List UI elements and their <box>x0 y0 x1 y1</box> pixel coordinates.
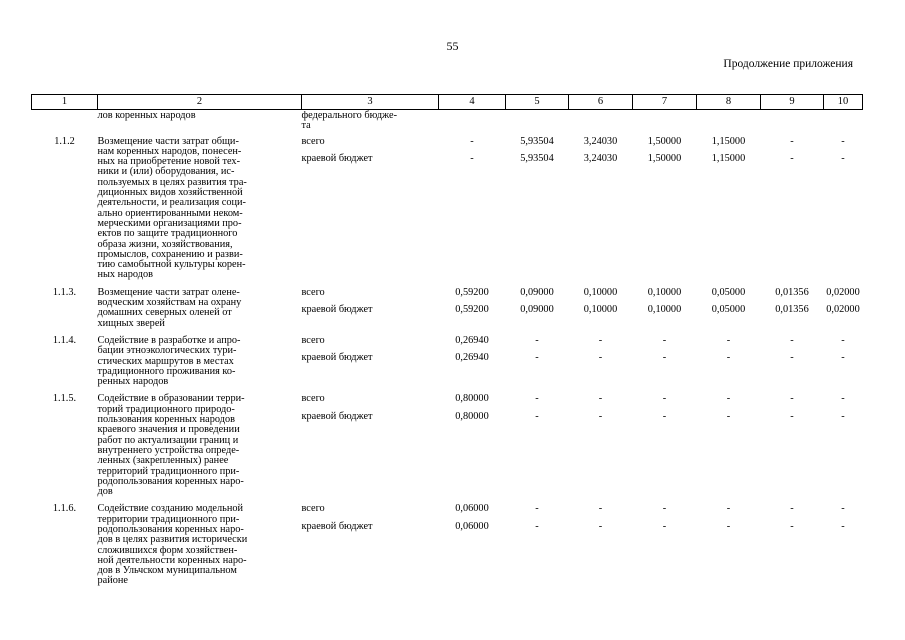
value-text: 0,01356 <box>775 286 809 298</box>
value-cell <box>761 281 824 329</box>
item-name-line: пользования коренных народов <box>97 414 235 426</box>
item-name-line: деятельности, и реализация соци- <box>97 197 246 209</box>
value-text: - <box>662 393 667 405</box>
value-cell <box>824 329 863 387</box>
item-code <box>32 281 98 329</box>
funding-source-line: краевой бюджет <box>301 152 373 164</box>
value-text: 0,10000 <box>647 286 682 298</box>
value-text: 0,26940 <box>455 334 489 346</box>
value-cell <box>439 132 506 281</box>
value-text: - <box>841 503 845 515</box>
funding-source <box>302 497 439 586</box>
item-name-line: ленных (закрепленных) ранее <box>97 455 229 467</box>
column-header: 10 <box>824 95 863 110</box>
value-text: 0,01356 <box>775 304 809 316</box>
value-text: - <box>470 152 474 164</box>
value-cell <box>569 497 633 586</box>
budget-table <box>31 94 863 587</box>
item-code <box>32 497 98 586</box>
value-text: - <box>598 410 603 422</box>
value-cell <box>697 110 761 132</box>
item-name-line: бации этноэкологических тури- <box>97 345 237 357</box>
value-text: 3,24030 <box>583 152 618 164</box>
table-row <box>32 132 863 281</box>
value-cell <box>824 497 863 586</box>
value-text: 5,93504 <box>520 152 554 164</box>
item-name <box>98 497 302 586</box>
value-text: - <box>598 352 603 364</box>
value-cell <box>697 132 761 281</box>
item-name-line: пользуемых в целях развития тра- <box>97 176 247 188</box>
value-cell <box>697 387 761 497</box>
item-name-line: промыслов, сохранению и разви- <box>97 248 243 260</box>
item-name-line: торий традиционного природо- <box>97 403 235 415</box>
value-text: - <box>790 503 794 515</box>
item-name-line: домашних северных оленей от <box>97 307 232 319</box>
funding-source-line: всего <box>301 393 325 405</box>
value-text: 0,06000 <box>455 503 489 515</box>
value-text: 0,05000 <box>711 304 746 316</box>
value-cell <box>633 281 697 329</box>
funding-source <box>302 329 439 387</box>
funding-source-line: федерального бюдже- <box>301 110 398 121</box>
funding-source-line: краевой бюджет <box>301 520 373 532</box>
value-cell <box>439 497 506 586</box>
value-cell <box>761 110 824 132</box>
value-text: - <box>535 503 539 515</box>
table-row <box>32 281 863 329</box>
item-code <box>32 387 98 497</box>
value-text: 1,15000 <box>711 135 746 147</box>
item-name-line: диционных видов хозяйственной <box>97 187 243 199</box>
item-name-line: Содействие созданию модельной <box>97 503 244 515</box>
table-row <box>32 329 863 387</box>
value-text: 0,06000 <box>455 520 489 532</box>
value-cell <box>439 110 506 132</box>
continuation-label: Продолжение приложения <box>723 58 853 70</box>
table-body <box>32 110 863 587</box>
value-cell <box>633 132 697 281</box>
value-text: - <box>726 352 731 364</box>
value-cell <box>506 281 569 329</box>
value-cell <box>506 497 569 586</box>
column-number-row <box>32 95 863 110</box>
column-header: 2 <box>98 95 302 110</box>
value-text: - <box>598 503 603 515</box>
value-text: 3,24030 <box>583 135 618 147</box>
item-name-line: хищных зверей <box>97 317 165 329</box>
value-cell <box>824 281 863 329</box>
column-header: 8 <box>697 95 761 110</box>
funding-source-line: всего <box>301 503 325 515</box>
value-text: - <box>662 410 667 422</box>
item-code-text: 1.1.6. <box>52 503 77 515</box>
value-text: - <box>841 352 845 364</box>
funding-source-line: та <box>301 120 311 132</box>
item-name-line: дов в целях развития исторически <box>97 534 248 546</box>
item-name-line: мерческими организациями про- <box>97 217 242 229</box>
value-text: - <box>662 334 667 346</box>
value-cell <box>633 387 697 497</box>
item-name-line: ренных народов <box>97 376 169 388</box>
item-name <box>98 387 302 497</box>
value-text: 1,15000 <box>711 152 746 164</box>
value-text: - <box>841 520 845 532</box>
value-text: - <box>726 393 731 405</box>
value-text: 0,80000 <box>455 410 489 422</box>
value-text: 0,09000 <box>520 286 554 298</box>
value-cell <box>439 329 506 387</box>
value-text: - <box>535 410 539 422</box>
value-text: - <box>790 135 794 147</box>
item-name-line: лов коренных народов <box>97 110 196 121</box>
funding-source <box>302 132 439 281</box>
item-name <box>98 329 302 387</box>
value-cell <box>439 281 506 329</box>
item-name-line: ных на приобретение новой тех- <box>97 156 241 168</box>
value-text: - <box>726 410 731 422</box>
value-text: - <box>535 393 539 405</box>
value-text: 0,10000 <box>583 304 618 316</box>
item-code-text: 1.1.3. <box>52 286 77 298</box>
funding-source-line: краевой бюджет <box>301 304 373 316</box>
value-cell <box>824 132 863 281</box>
column-header: 9 <box>761 95 824 110</box>
value-cell <box>824 387 863 497</box>
value-cell <box>697 497 761 586</box>
item-code-text: 1.1.2 <box>54 135 75 147</box>
value-text: - <box>841 393 845 405</box>
value-text: - <box>535 334 539 346</box>
value-text: - <box>790 410 794 422</box>
item-name-line: ной деятельности коренных наро- <box>97 554 247 566</box>
value-cell <box>633 497 697 586</box>
value-text: - <box>598 334 603 346</box>
value-text: - <box>535 352 539 364</box>
value-cell <box>761 132 824 281</box>
item-name <box>98 132 302 281</box>
column-header: 7 <box>633 95 697 110</box>
value-text: 0,10000 <box>583 286 618 298</box>
value-cell <box>633 329 697 387</box>
value-text: - <box>841 410 845 422</box>
item-code <box>32 132 98 281</box>
value-text: 1,50000 <box>647 135 682 147</box>
value-text: - <box>662 352 667 364</box>
column-header: 1 <box>32 95 98 110</box>
value-cell <box>697 281 761 329</box>
item-name-line: территорий традиционного при- <box>97 465 240 477</box>
funding-source-line: краевой бюджет <box>301 410 373 422</box>
value-cell <box>761 329 824 387</box>
item-name-line: нам коренных народов, понесен- <box>97 145 242 157</box>
value-cell <box>761 387 824 497</box>
item-name-line: родопользования коренных наро- <box>97 523 244 535</box>
value-cell <box>569 110 633 132</box>
funding-source-line: всего <box>301 334 325 346</box>
item-name-line: работ по актуализации границ и <box>97 434 239 446</box>
funding-source <box>302 110 439 132</box>
value-cell <box>569 387 633 497</box>
value-cell <box>697 329 761 387</box>
table-row <box>32 497 863 586</box>
item-name-line: ники и (или) оборудования, ис- <box>97 166 235 178</box>
item-name-line: Содействие в разработке и апро- <box>97 334 241 346</box>
funding-source <box>302 387 439 497</box>
table-row <box>32 387 863 497</box>
item-name <box>98 110 302 132</box>
value-text: 0,26940 <box>455 352 489 364</box>
item-code-text: 1.1.4. <box>52 334 77 346</box>
item-name-line: Возмещение части затрат олене- <box>97 286 240 298</box>
value-cell <box>506 132 569 281</box>
value-text: - <box>790 520 794 532</box>
value-cell <box>506 110 569 132</box>
value-text: - <box>841 334 845 346</box>
value-text: - <box>726 520 731 532</box>
value-text: - <box>790 352 794 364</box>
item-name-line: водческим хозяйствам на охрану <box>97 297 242 309</box>
value-text: - <box>726 334 731 346</box>
item-name-line: тию самобытной культуры корен- <box>97 259 246 271</box>
value-text: - <box>598 520 603 532</box>
value-text: 0,05000 <box>711 286 746 298</box>
value-text: - <box>726 503 731 515</box>
value-text: - <box>790 334 794 346</box>
item-name-line: стических маршрутов в местах <box>97 355 234 367</box>
item-name-line: краевого значения и проведении <box>97 424 240 436</box>
value-text: - <box>841 135 845 147</box>
item-name <box>98 281 302 329</box>
value-text: - <box>841 152 845 164</box>
funding-source-line: всего <box>301 135 325 147</box>
funding-source-line: всего <box>301 286 325 298</box>
value-text: 0,09000 <box>520 304 554 316</box>
item-name-line: районе <box>97 575 128 587</box>
item-name-line: дов <box>97 486 113 498</box>
column-header: 3 <box>302 95 439 110</box>
item-name-line: территории традиционного при- <box>97 513 240 525</box>
item-code-text: 1.1.5. <box>52 393 77 405</box>
value-text: 0,02000 <box>826 304 860 316</box>
value-text: 5,93504 <box>520 135 554 147</box>
value-text: 0,10000 <box>647 304 682 316</box>
item-name-line: дов в Ульчском муниципальном <box>97 565 237 577</box>
item-name-line: внутреннего устройства опреде- <box>97 444 240 456</box>
value-cell <box>506 387 569 497</box>
value-text: 0,59200 <box>455 304 489 316</box>
item-name-line: традиционного проживания ко- <box>97 365 236 377</box>
value-text: - <box>470 135 474 147</box>
item-name-line: ных народов <box>97 269 153 281</box>
funding-source-line: краевой бюджет <box>301 352 373 364</box>
value-text: - <box>662 503 667 515</box>
table-row <box>32 110 863 132</box>
item-name-line: ально ориентированными неком- <box>97 207 243 219</box>
value-text: 1,50000 <box>647 152 682 164</box>
item-name-line: образа жизни, хозяйствования, <box>97 238 233 250</box>
value-text: 0,80000 <box>455 393 489 405</box>
value-text: - <box>662 520 667 532</box>
item-code <box>32 110 98 132</box>
column-header: 6 <box>569 95 633 110</box>
value-cell <box>569 329 633 387</box>
value-text: 0,02000 <box>826 286 860 298</box>
item-name-line: родопользования коренных наро- <box>97 475 244 487</box>
item-name-line: Содействие в образовании терри- <box>97 393 245 405</box>
value-text: - <box>598 393 603 405</box>
column-header: 5 <box>506 95 569 110</box>
value-text: - <box>535 520 539 532</box>
value-cell <box>824 110 863 132</box>
item-code <box>32 329 98 387</box>
value-text: - <box>790 152 794 164</box>
column-header: 4 <box>439 95 506 110</box>
value-cell <box>761 497 824 586</box>
value-text: 0,59200 <box>455 286 489 298</box>
item-name-line: сложившихся форм хозяйствен- <box>97 544 238 556</box>
funding-source <box>302 281 439 329</box>
page-number: 55 <box>446 39 459 53</box>
value-cell <box>633 110 697 132</box>
value-cell <box>569 281 633 329</box>
value-cell <box>439 387 506 497</box>
value-cell <box>569 132 633 281</box>
item-name-line: ектов по защите традиционного <box>97 228 238 240</box>
value-text: - <box>790 393 794 405</box>
value-cell <box>506 329 569 387</box>
item-name-line: Возмещение части затрат общи- <box>97 135 239 147</box>
